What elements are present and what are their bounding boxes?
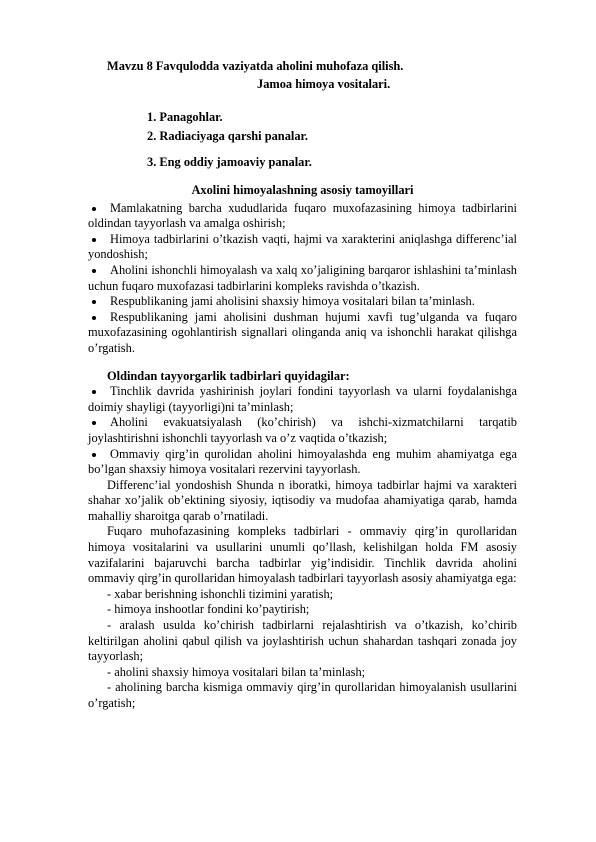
bullet-item: Mamlakatning barcha xududlarida fuqaro muxofazasining himoya tadbirlarini oldindan tayyorlash va amalga oshirish; <box>88 200 517 231</box>
bullet-item: Tinchlik davrida yashirinish joylari fondini tayyorlash va ularni foydalanishga doimiy shayligi (tayyorligi)ni ta’minlash; <box>88 384 517 414</box>
document-subtitle: Jamoa himoya vositalari. <box>257 77 391 91</box>
bullet-item: Respublikaning jami aholisini dushman hujumi xavfi tug’ulganda va fuqaro muxofazasining ogohlantirish signallari olinganda aniq va ishonchli harakat qilishga o’rgatish. <box>88 309 517 355</box>
bullet-icon <box>92 238 96 242</box>
plan-item: 3. Eng oddiy jamoaviy panalar. <box>147 155 312 169</box>
bullet-item: Aholini evakuatsiyalash (ko’chirish) va ishchi-xizmatchilarni tarqatib joylashtirishni ishonchli tayyorlash va o’z vaqtida o’tkazish; <box>88 415 517 445</box>
dash-item: - aralash usulda ko’chirish tadbirlarni rejalashtirish va o’tkazish, ko’chirib keltirilgan aholini qabul qilish va joylashtirish uchun shahardan tashqari zonada joy tayyorlash; <box>88 618 517 664</box>
bullet-item: Ommaviy qirg’in qurolidan aholini himoyalashda eng muhim ahamiyatga ega bo’lgan shaxsiy himoya vositalari rezervini tayyorlash. <box>88 446 517 477</box>
bullet-item: Himoya tadbirlarini o’tkazish vaqti, hajmi va xarakterini aniqlashga differenc’ial yondoshish; <box>88 231 517 262</box>
bullet-icon <box>92 390 96 394</box>
paragraph: Fuqaro muhofazasining kompleks tadbirlari - ommaviy qirg’in qurollaridan himoya vositalarini va usullarini unumli qo’llash, kelishilgan holda FM asosiy vazifalarini bajaruvchi barcha tadbirlar yig’indisidir. Tinchlik davrida aholini ommaviy qirg’in qurollaridan himoyalash tadbirlari tayyorlash asosiy ahamiyatga ega: <box>88 524 517 586</box>
dash-item: - aholini shaxsiy himoya vositalari bilan ta’minlash; <box>107 664 366 679</box>
dash-item: - xabar berishning ishonchli tizimini yaratish; <box>107 586 334 601</box>
dash-item: - himoya inshootlar fondini ko’paytirish; <box>107 602 310 617</box>
bullet-icon <box>92 421 96 425</box>
plan-item: 2. Radiaciyaga qarshi panalar. <box>147 129 308 143</box>
bullet-item: Aholini ishonchli himoyalash va xalq xo’jaligining barqaror ishlashini ta’minlash uchun fuqaro muxofazasi tadbirlarini kompleks ravishda o’tkazish. <box>88 262 517 293</box>
document-title: Mavzu 8 Favqulodda vaziyatda aholini muhofaza qilish. <box>107 59 404 73</box>
section-heading: Axolini himoyalashning asosiy tamoyillari <box>191 183 414 197</box>
bullet-icon <box>92 207 96 211</box>
section-heading: Oldindan tayyorgarlik tadbirlari quyidagilar: <box>107 368 350 383</box>
bullet-icon <box>92 453 96 457</box>
dash-item: - aholining barcha kismiga ommaviy qirg’in qurollaridan himoyalanish usullarini o’rgatish; <box>88 680 517 710</box>
bullet-icon <box>92 269 96 273</box>
bullet-item: Respublikaning jami aholisini shaxsiy himoya vositalari bilan ta’minlash. <box>88 294 517 310</box>
plan-list <box>147 110 312 171</box>
paragraph: Differenc’ial yondoshish Shunda n iboratki, himoya tadbirlar hajmi va xarakteri shahar xo’jalik ob’ektining siyosiy, iqtisodiy va mudofaa ahamiyatiga qarab, hamda mahalliy sharoitga qarab o’rnatiladi. <box>88 477 517 523</box>
bullet-icon <box>92 316 96 320</box>
bullet-icon <box>92 300 96 304</box>
plan-item: 1. Panagohlar. <box>147 110 223 124</box>
document-body <box>88 183 517 712</box>
